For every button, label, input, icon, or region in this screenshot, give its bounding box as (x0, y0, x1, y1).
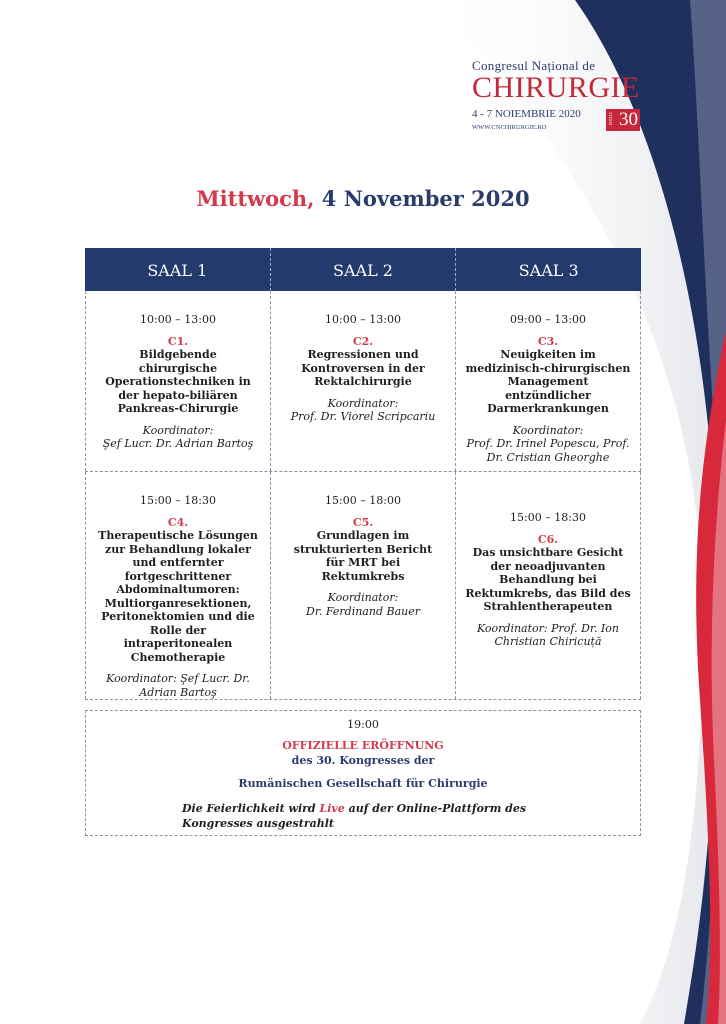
session-title-line: der neoadjuvanten (490, 559, 606, 573)
note-before: Die Feierlichkeit wird (182, 802, 320, 815)
session-time: 10:00 – 13:00 (140, 313, 216, 326)
note-after: auf der Online-Plattform des Kongresses ausgestrahlt (182, 802, 527, 830)
session-code: C1. (167, 334, 189, 348)
edition-label: EDIȚIA (608, 112, 613, 126)
session-title-line: Rolle der (149, 623, 207, 637)
session-title-line: und entfernter (132, 556, 224, 569)
coordinator-label: Koordinator: Şef Lucr. Dr. (106, 672, 250, 685)
session-title-line: Das unsichtbare Gesicht (472, 546, 624, 559)
session-code: C4. (167, 515, 189, 529)
page-title (0, 186, 726, 211)
session-title-line: intraperitonealen (123, 637, 233, 650)
schedule-table (85, 248, 641, 700)
coordinator-label: Koordinator: Prof. Dr. Ion (476, 621, 619, 635)
opening-title: OFFIZIELLE ERÖFFNUNG (282, 739, 444, 752)
logo-dates: 4 - 7 NOIEMBRIE 2020 (472, 108, 581, 120)
session-title-line: für MRT bei (325, 556, 401, 569)
session-title-line: Regressionen und (307, 348, 419, 361)
opening-ceremony-box (85, 710, 641, 836)
session-code: C3. (537, 334, 559, 348)
session-code: C2. (352, 334, 374, 348)
coordinator-name: Şef Lucr. Dr. Adrian Bartoş (102, 437, 254, 450)
opening-note (182, 801, 542, 831)
opening-society: Rumänischen Gesellschaft für Chirurgie (238, 777, 488, 790)
coordinator-label: Koordinator: (512, 423, 584, 437)
logo-line-1: Congresul Național de (472, 58, 596, 73)
edition-number: 30 (619, 109, 638, 130)
coordinator-name: Dr. Cristian Gheorghe (486, 450, 610, 464)
session-title-line: Operationstechniken in (105, 375, 251, 388)
coordinator-label: Koordinator: (327, 396, 399, 410)
session-title-line: Bildgebende (139, 348, 217, 361)
session-cell (456, 291, 641, 471)
title-date: 4 November 2020 (321, 186, 530, 211)
session-time: 10:00 – 13:00 (325, 313, 401, 326)
logo-chirurgie: CHIRURGIE (472, 71, 640, 104)
session-title-line: zur Behandlung lokaler (105, 542, 251, 556)
coordinator-name: Christian Chiricuță (494, 635, 602, 648)
coordinator-name: Prof. Dr. Irinel Popescu, Prof. (466, 437, 630, 450)
opening-time: 19:00 (347, 718, 379, 731)
coordinator-name: Prof. Dr. Viorel Scripcariu (290, 410, 436, 423)
session-title-line: Rektumkrebs (321, 569, 405, 583)
logo-website: WWW.CNCHIRURGIE.RO (472, 124, 547, 131)
afternoon-sessions-row (85, 472, 641, 700)
session-title-line: Grundlagen im (316, 529, 410, 542)
edition-badge (606, 109, 640, 131)
session-code: C5. (352, 515, 374, 529)
session-cell (456, 472, 641, 699)
session-code: C6. (537, 532, 559, 546)
hall-1-header: SAAL 1 (85, 248, 271, 291)
session-time: 09:00 – 13:00 (510, 313, 586, 326)
session-title-line: Strahlentherapeuten (483, 600, 613, 613)
session-title-line: Abdominaltumoren: (116, 583, 240, 596)
session-time: 15:00 – 18:30 (140, 494, 216, 507)
session-cell (271, 291, 456, 471)
session-title-line: Management (507, 375, 589, 388)
morning-sessions-row (85, 291, 641, 472)
session-title-line: Multiorganresektionen, (104, 596, 252, 610)
coordinator-name: Dr. Ferdinand Bauer (306, 604, 420, 618)
session-title-line: der hepato-biliären (118, 388, 238, 402)
session-title-line: Kontroversen in der (301, 361, 425, 375)
note-live: Live (319, 802, 345, 815)
session-time: 15:00 – 18:00 (325, 494, 401, 507)
session-title-line: Pankreas-Chirurgie (117, 402, 239, 415)
session-cell (85, 472, 271, 699)
session-title-line: Darmerkrankungen (487, 402, 609, 415)
hall-2-header: SAAL 2 (271, 248, 457, 291)
coordinator-label: Koordinator: (327, 591, 399, 604)
session-title-line: Therapeutische Lösungen (98, 529, 258, 542)
session-title-line: chirurgische (138, 361, 218, 375)
session-title-line: strukturierten Bericht (293, 542, 433, 556)
session-cell (85, 291, 271, 471)
opening-subtitle: des 30. Kongresses der (291, 754, 435, 767)
session-title-line: fortgeschrittener (124, 569, 232, 583)
hall-3-header: SAAL 3 (518, 261, 579, 280)
session-title-line: Neuigkeiten im (500, 348, 596, 361)
session-time: 15:00 – 18:30 (510, 511, 586, 524)
congress-logo (472, 58, 652, 140)
hall-header-row (85, 248, 641, 291)
session-title-line: entzündlicher (505, 388, 591, 402)
session-title-line: Peritonektomien und die (101, 610, 255, 623)
coordinator-label: Koordinator: (142, 423, 214, 437)
session-title-line: Behandlung bei (499, 573, 597, 586)
session-title-line: Rektalchirurgie (314, 375, 412, 388)
title-day: Mittwoch, (196, 186, 315, 211)
session-title-line: Rektumkrebs, das Bild des (465, 586, 631, 600)
session-title-line: medizinisch-chirurgischen (465, 361, 631, 375)
session-cell (271, 472, 456, 699)
session-title-line: Chemotherapie (130, 650, 226, 664)
coordinator-name: Adrian Bartoş (139, 685, 217, 699)
